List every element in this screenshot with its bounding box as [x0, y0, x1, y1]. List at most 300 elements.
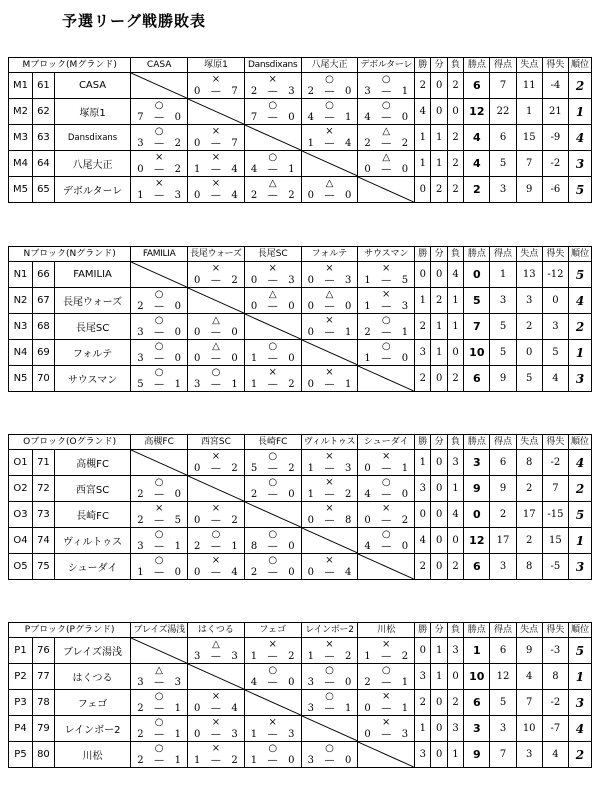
score-for: 4 [364, 541, 371, 552]
draws: 0 [431, 502, 447, 528]
team-number: 63 [33, 125, 55, 151]
goal-difference: 15 [542, 528, 568, 554]
losses: 1 [447, 742, 463, 768]
score-for: 2 [250, 190, 258, 201]
score-against: 1 [401, 86, 409, 97]
score-against: 0 [174, 327, 182, 338]
result-mark: × [268, 717, 277, 728]
team-id: M2 [9, 99, 33, 125]
column-team-header: Dansdixans [244, 58, 301, 73]
match-result-cell [131, 340, 188, 366]
draws: 1 [431, 340, 447, 366]
match-result-cell [131, 125, 188, 151]
match-result-cell [301, 99, 358, 125]
score-dash: — [324, 755, 335, 766]
goals-for: 9 [490, 366, 516, 392]
match-result-cell [358, 502, 415, 528]
goals-for: 9 [490, 476, 516, 502]
match-score [131, 138, 187, 149]
score-for: 2 [137, 301, 144, 312]
result-mark: ○ [154, 341, 164, 352]
score-against: 0 [174, 567, 182, 578]
score-dash: — [210, 541, 221, 552]
match-result-cell [131, 151, 188, 177]
header-gf: 得点 [490, 623, 516, 638]
header-l: 負 [447, 435, 463, 450]
diagonal-line [302, 340, 358, 365]
score-dash: — [210, 567, 221, 578]
team-number: 66 [33, 262, 55, 288]
result-mark: △ [155, 665, 163, 676]
diagonal-line [245, 125, 301, 150]
goals-against: 1 [516, 99, 542, 125]
diagonal-line [188, 664, 244, 689]
self-match-cell [131, 73, 188, 99]
match-result-cell [301, 125, 358, 151]
self-match-cell [301, 716, 358, 742]
match-score [358, 164, 414, 175]
points: 5 [464, 288, 490, 314]
wins: 2 [415, 314, 431, 340]
wins: 0 [415, 262, 431, 288]
match-score [302, 138, 358, 149]
score-dash: — [154, 138, 165, 149]
team-number: 62 [33, 99, 55, 125]
diagonal-line [302, 151, 358, 176]
wins: 0 [415, 177, 431, 203]
diagonal-line [245, 314, 301, 339]
score-against: 0 [401, 489, 409, 500]
goal-difference: 21 [542, 99, 568, 125]
match-result-cell [131, 664, 188, 690]
match-result-cell [131, 690, 188, 716]
score-against: 3 [288, 729, 295, 740]
diagonal-line [188, 476, 244, 501]
match-score [188, 327, 244, 338]
score-for: 2 [364, 327, 371, 338]
score-dash: — [154, 703, 165, 714]
match-result-cell [131, 742, 188, 768]
team-id: M4 [9, 151, 33, 177]
score-dash: — [324, 327, 335, 338]
match-score [131, 515, 187, 526]
goal-difference: 5 [542, 340, 568, 366]
team-number: 68 [33, 314, 55, 340]
match-score [302, 301, 358, 312]
team-name: ヴィルトゥス [54, 528, 130, 554]
losses: 2 [447, 690, 463, 716]
score-dash: — [154, 729, 165, 740]
match-score [188, 729, 244, 740]
column-team-header: サウスマン [358, 247, 415, 262]
match-score [245, 651, 301, 662]
self-match-cell [188, 99, 245, 125]
score-dash: — [154, 190, 165, 201]
score-dash: — [324, 112, 335, 123]
table-row [9, 476, 592, 502]
score-dash: — [154, 541, 165, 552]
score-dash: — [381, 138, 392, 149]
match-result-cell [188, 690, 245, 716]
match-score [131, 755, 187, 766]
score-against: 1 [344, 112, 352, 123]
goal-difference: 4 [542, 366, 568, 392]
match-score [245, 86, 301, 97]
goal-difference: -9 [542, 125, 568, 151]
block-table [8, 622, 592, 768]
score-dash: — [210, 651, 221, 662]
goals-for: 1 [490, 262, 516, 288]
header-gd: 得失 [542, 58, 568, 73]
team-name: CASA [54, 73, 130, 99]
result-mark: × [154, 152, 164, 163]
score-against: 1 [231, 541, 238, 552]
goals-for: 6 [490, 638, 516, 664]
losses: 0 [447, 528, 463, 554]
match-result-cell [301, 554, 358, 580]
score-for: 1 [364, 651, 371, 662]
team-number: 64 [33, 151, 55, 177]
score-against: 0 [288, 301, 295, 312]
match-result-cell [244, 450, 301, 476]
score-against: 0 [174, 301, 182, 312]
score-against: 1 [174, 755, 182, 766]
match-result-cell [244, 366, 301, 392]
match-result-cell [358, 125, 415, 151]
block-table [8, 57, 592, 203]
goal-difference: -2 [542, 450, 568, 476]
score-for: 1 [364, 353, 371, 364]
score-against: 5 [174, 515, 182, 526]
header-pts: 勝点 [464, 435, 490, 450]
match-result-cell [131, 177, 188, 203]
goals-for: 22 [490, 99, 516, 125]
rank: 4 [568, 716, 591, 742]
score-for: 0 [250, 301, 258, 312]
score-against: 0 [344, 755, 352, 766]
score-against: 0 [174, 353, 182, 364]
result-mark: × [268, 263, 277, 274]
score-against: 0 [401, 164, 409, 175]
match-score [358, 489, 414, 500]
losses: 2 [447, 73, 463, 99]
team-number: 72 [33, 476, 55, 502]
column-team-header: 塚原1 [188, 58, 245, 73]
self-match-cell [358, 554, 415, 580]
goals-for: 3 [490, 177, 516, 203]
team-name: ブレイズ湯浅 [54, 638, 130, 664]
score-dash: — [324, 86, 335, 97]
score-against: 0 [344, 677, 352, 688]
match-result-cell [358, 528, 415, 554]
result-mark: ○ [381, 100, 391, 111]
score-against: 0 [231, 353, 238, 364]
wins: 1 [415, 151, 431, 177]
team-id: O1 [9, 450, 33, 476]
diagonal-line [358, 366, 414, 391]
match-result-cell [358, 476, 415, 502]
score-dash: — [381, 353, 392, 364]
team-number: 61 [33, 73, 55, 99]
score-against: 0 [344, 86, 352, 97]
losses: 0 [447, 664, 463, 690]
team-name: FAMILIA [54, 262, 130, 288]
header-w: 勝 [415, 247, 431, 262]
goal-difference: -5 [542, 554, 568, 580]
goals-against: 2 [516, 314, 542, 340]
match-result-cell [301, 450, 358, 476]
goals-against: 9 [516, 638, 542, 664]
result-mark: ○ [381, 529, 391, 540]
score-against: 0 [231, 327, 238, 338]
match-score [245, 729, 301, 740]
goals-for: 5 [490, 314, 516, 340]
score-against: 0 [288, 567, 295, 578]
column-team-header: 西宮SC [188, 435, 245, 450]
points: 6 [464, 366, 490, 392]
wins: 2 [415, 690, 431, 716]
score-dash: — [381, 327, 392, 338]
team-number: 70 [33, 366, 55, 392]
header-ga: 失点 [516, 435, 542, 450]
result-mark: ○ [211, 367, 221, 378]
team-number: 78 [33, 690, 55, 716]
column-team-header: レインボー2 [301, 623, 358, 638]
points: 10 [464, 340, 490, 366]
match-result-cell [188, 340, 245, 366]
score-for: 0 [307, 275, 314, 286]
score-for: 0 [307, 327, 314, 338]
score-against: 3 [401, 729, 409, 740]
score-against: 0 [174, 112, 182, 123]
score-for: 0 [307, 379, 314, 390]
column-team-header: デボルターレ [358, 58, 415, 73]
block-table [8, 246, 592, 392]
header-pts: 勝点 [464, 247, 490, 262]
result-mark: ○ [154, 743, 164, 754]
team-name: シューダイ [54, 554, 130, 580]
wins: 2 [415, 554, 431, 580]
losses: 1 [447, 476, 463, 502]
wins: 0 [415, 638, 431, 664]
score-for: 1 [307, 489, 314, 500]
header-pts: 勝点 [464, 623, 490, 638]
score-against: 0 [288, 489, 295, 500]
team-id: M5 [9, 177, 33, 203]
team-id: P5 [9, 742, 33, 768]
column-team-header: CASA [131, 58, 188, 73]
match-result-cell [358, 716, 415, 742]
result-mark: △ [382, 126, 391, 137]
score-dash: — [381, 515, 392, 526]
header-w: 勝 [415, 623, 431, 638]
goal-difference: -6 [542, 177, 568, 203]
wins: 1 [415, 288, 431, 314]
result-mark: △ [325, 178, 334, 189]
header-rank: 順位 [568, 58, 591, 73]
score-against: 7 [231, 86, 238, 97]
column-team-header: 長崎FC [244, 435, 301, 450]
goals-against: 0 [516, 340, 542, 366]
rank: 4 [568, 450, 591, 476]
team-number: 77 [33, 664, 55, 690]
score-for: 2 [137, 729, 144, 740]
result-mark: × [325, 126, 334, 137]
result-mark: ○ [381, 315, 391, 326]
match-result-cell [188, 742, 245, 768]
rank: 2 [568, 314, 591, 340]
match-result-cell [358, 288, 415, 314]
wins: 0 [415, 502, 431, 528]
points: 4 [464, 125, 490, 151]
team-id: N2 [9, 288, 33, 314]
team-number: 71 [33, 450, 55, 476]
match-result-cell [188, 366, 245, 392]
result-mark: × [382, 451, 391, 462]
team-name: フェゴ [54, 690, 130, 716]
result-mark: ○ [154, 529, 164, 540]
result-mark: ○ [325, 691, 334, 702]
table-row [9, 554, 592, 580]
table-row [9, 742, 592, 768]
score-against: 5 [401, 275, 409, 286]
match-result-cell [244, 177, 301, 203]
table-row [9, 99, 592, 125]
score-dash: — [324, 463, 335, 474]
result-mark: ○ [154, 367, 164, 378]
team-id: N5 [9, 366, 33, 392]
score-dash: — [381, 541, 392, 552]
result-mark: ○ [154, 555, 164, 566]
score-against: 2 [231, 275, 238, 286]
match-result-cell [244, 554, 301, 580]
score-for: 1 [307, 651, 314, 662]
goal-difference: -12 [542, 262, 568, 288]
rank: 5 [568, 502, 591, 528]
rank: 1 [568, 664, 591, 690]
match-result-cell [188, 450, 245, 476]
self-match-cell [188, 476, 245, 502]
team-name: デボルターレ [54, 177, 130, 203]
score-dash: — [210, 729, 221, 740]
goal-difference: 8 [542, 664, 568, 690]
goals-for: 3 [490, 288, 516, 314]
score-for: 0 [194, 515, 201, 526]
match-result-cell [358, 638, 415, 664]
score-against: 0 [344, 301, 352, 312]
draws: 1 [431, 151, 447, 177]
result-mark: ○ [325, 743, 334, 754]
score-for: 0 [364, 515, 371, 526]
score-for: 4 [364, 112, 371, 123]
score-dash: — [154, 353, 165, 364]
score-for: 3 [137, 353, 144, 364]
table-row [9, 125, 592, 151]
goals-against: 5 [516, 366, 542, 392]
points: 3 [464, 716, 490, 742]
score-dash: — [324, 567, 335, 578]
match-score [245, 541, 301, 552]
column-team-header: 長尾ウォーズ [188, 247, 245, 262]
team-name: 川松 [54, 742, 130, 768]
result-mark: × [211, 74, 221, 85]
score-for: 0 [194, 353, 201, 364]
score-against: 0 [288, 112, 295, 123]
match-score [358, 138, 414, 149]
match-score [358, 275, 414, 286]
wins: 2 [415, 366, 431, 392]
result-mark: ○ [268, 743, 278, 754]
diagonal-line [302, 716, 358, 741]
match-score [188, 515, 244, 526]
score-against: 2 [288, 379, 295, 390]
losses: 1 [447, 314, 463, 340]
self-match-cell [301, 340, 358, 366]
score-against: 2 [401, 515, 409, 526]
match-score [188, 190, 244, 201]
match-result-cell [244, 73, 301, 99]
match-result-cell [188, 528, 245, 554]
match-result-cell [131, 554, 188, 580]
table-row [9, 288, 592, 314]
result-mark: × [325, 367, 334, 378]
goals-against: 8 [516, 554, 542, 580]
wins: 3 [415, 476, 431, 502]
draws: 0 [431, 716, 447, 742]
self-match-cell [188, 664, 245, 690]
result-mark: △ [325, 289, 334, 300]
header-d: 分 [431, 435, 447, 450]
draws: 0 [431, 476, 447, 502]
score-for: 1 [137, 190, 144, 201]
score-dash: — [267, 86, 278, 97]
result-mark: × [325, 451, 334, 462]
result-mark: × [325, 639, 334, 650]
result-mark: × [154, 178, 164, 189]
match-score [358, 112, 414, 123]
score-for: 3 [307, 677, 314, 688]
match-result-cell [244, 262, 301, 288]
header-d: 分 [431, 623, 447, 638]
column-team-header: はくつる [188, 623, 245, 638]
team-number: 75 [33, 554, 55, 580]
match-result-cell [358, 664, 415, 690]
goals-for: 3 [490, 716, 516, 742]
wins: 3 [415, 664, 431, 690]
rank: 2 [568, 742, 591, 768]
score-for: 1 [250, 353, 258, 364]
score-dash: — [154, 327, 165, 338]
result-mark: × [211, 691, 221, 702]
header-l: 負 [447, 58, 463, 73]
result-mark: × [325, 263, 334, 274]
goals-against: 8 [516, 450, 542, 476]
losses: 4 [447, 502, 463, 528]
goal-difference: 3 [542, 314, 568, 340]
column-team-header: ヴィルトゥス [301, 435, 358, 450]
match-score [131, 379, 187, 390]
match-score [188, 755, 244, 766]
header-gd: 得失 [542, 435, 568, 450]
draws: 2 [431, 177, 447, 203]
goals-against: 17 [516, 502, 542, 528]
match-result-cell [301, 314, 358, 340]
score-dash: — [210, 353, 221, 364]
match-score [302, 190, 358, 201]
match-result-cell [188, 638, 245, 664]
match-score [358, 463, 414, 474]
score-for: 1 [194, 755, 201, 766]
